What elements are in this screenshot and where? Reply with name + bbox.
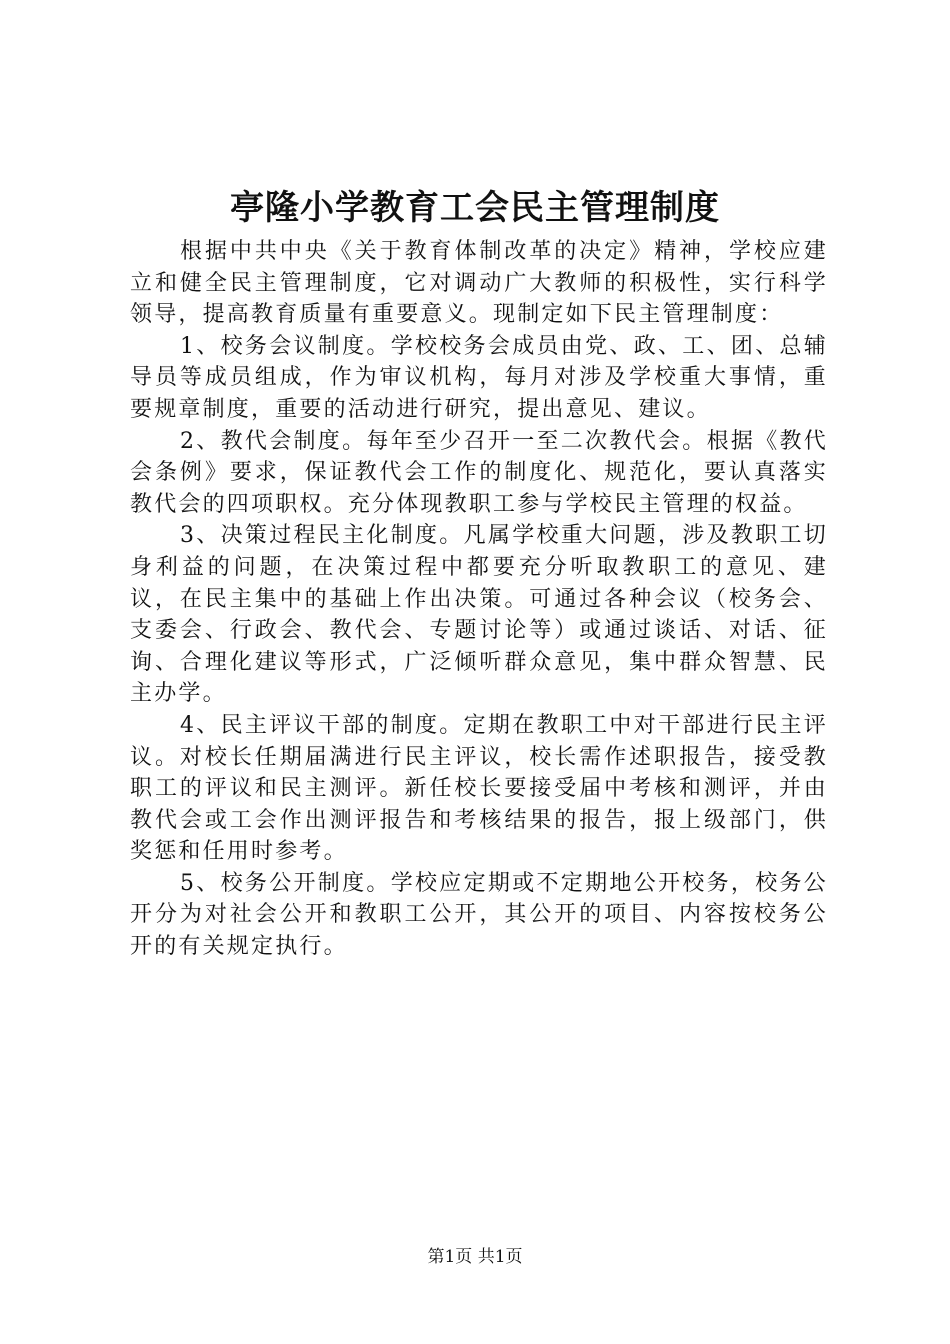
paragraph-item-4: 4、民主评议干部的制度。定期在教职工中对干部进行民主评议。对校长任期届满进行民主评议，校长需作述职报告，接受教职工的评议和民主测评。新任校长要接受届中考核和测评，并由教代会或工会作出测评报告和考核结果的报告，报上级部门，供奖惩和任用时参考。 [130, 712, 828, 865]
paragraph-item-2: 2、教代会制度。每年至少召开一至二次教代会。根据《教代会条例》要求，保证教代会工作的制度化、规范化，要认真落实教代会的四项职权。充分体现教职工参与学校民主管理的权益。 [130, 428, 828, 517]
document-body [130, 236, 828, 963]
paragraph-intro: 根据中共中央《关于教育体制改革的决定》精神，学校应建立和健全民主管理制度，它对调动广大教师的积极性，实行科学领导，提高教育质量有重要意义。现制定如下民主管理制度： [130, 239, 828, 328]
paragraph-item-5: 5、校务公开制度。学校应定期或不定期地公开校务，校务公开分为对社会公开和教职工公开，其公开的项目、内容按校务公开的有关规定执行。 [130, 870, 828, 960]
document-title: 亭隆小学教育工会民主管理制度 [230, 188, 720, 228]
paragraph-item-3: 3、决策过程民主化制度。凡属学校重大问题，涉及教职工切身利益的问题，在决策过程中都要充分听取教职工的意见、建议，在民主集中的基础上作出决策。可通过各种会议（校务会、支委会、行政会、教代会、专题讨论等）或通过谈话、对话、征询、合理化建议等形式，广泛倾听群众意见，集中群众智慧、民主办学。 [130, 523, 828, 707]
paragraph-item-1: 1、校务会议制度。学校校务会成员由党、政、工、团、总辅导员等成员组成，作为审议机构，每月对涉及学校重大事情，重要规章制度，重要的活动进行研究，提出意见、建议。 [130, 333, 828, 422]
page-footer: 第1页 共1页 [427, 1247, 523, 1267]
